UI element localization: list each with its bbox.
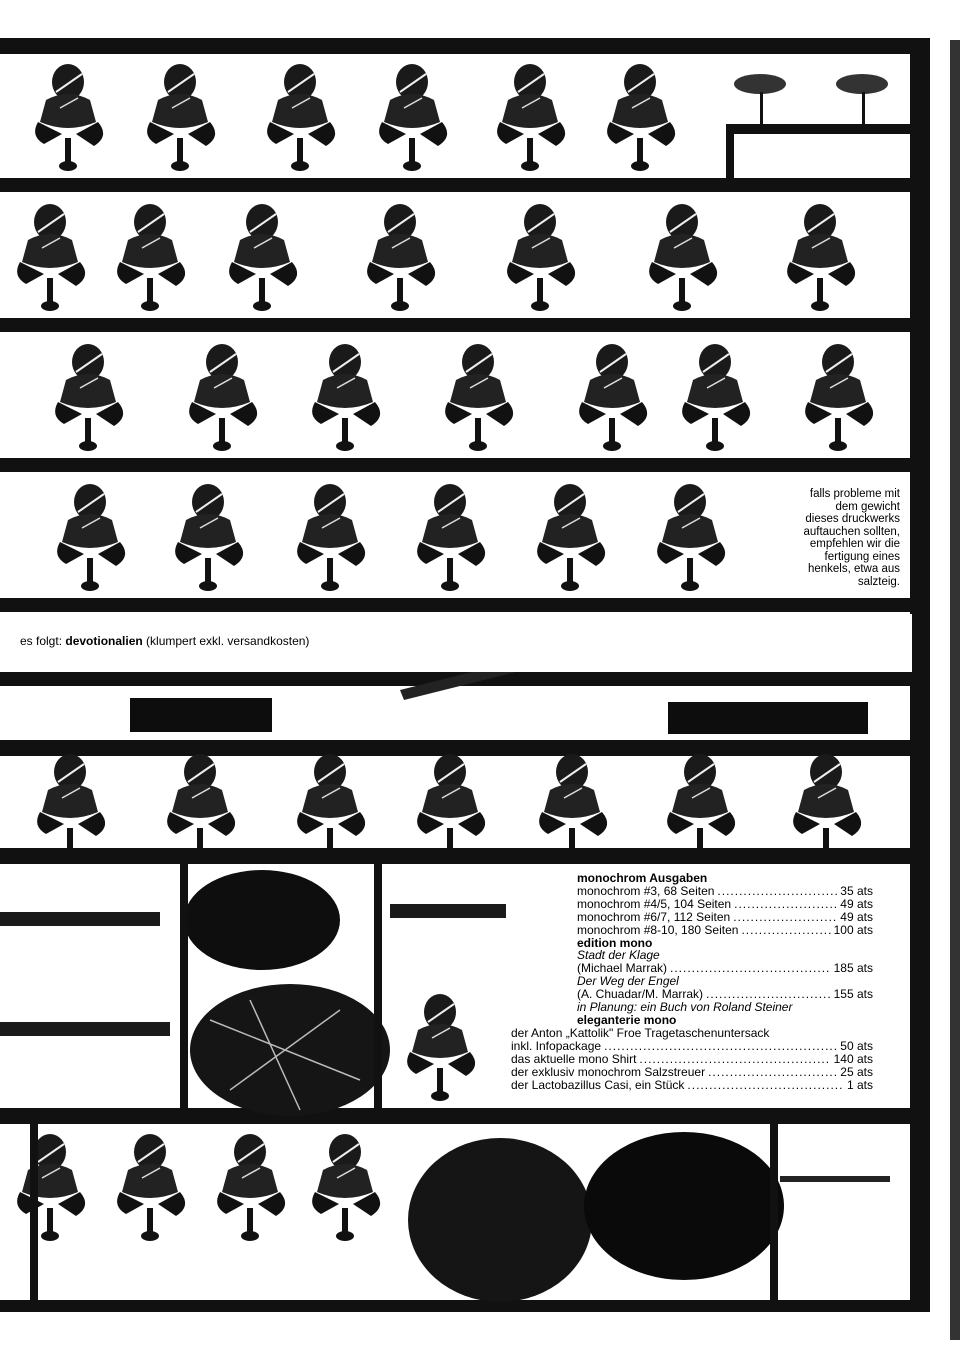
- follow-caption: [20, 634, 309, 648]
- note-line: dieses druckwerks: [805, 513, 900, 525]
- price-row: [511, 924, 873, 937]
- price-row: [511, 962, 873, 975]
- item-price: 25 ats: [840, 1064, 873, 1079]
- section-heading: eleganterie mono: [577, 1012, 677, 1027]
- price-row: [511, 1079, 873, 1092]
- price-row: [511, 1053, 873, 1066]
- note-line: fertigung eines: [824, 550, 900, 563]
- price-row: [511, 911, 873, 924]
- item-label: der Anton „Kattolik" Froe Tragetaschenuntersack: [511, 1025, 770, 1040]
- price-row: [511, 1066, 873, 1079]
- price-row: [511, 885, 873, 898]
- section-heading: monochrom Ausgaben: [577, 871, 708, 885]
- note-line: dem gewicht: [835, 500, 900, 513]
- item-price: 35 ats: [840, 883, 873, 898]
- item-price: 155 ats: [833, 987, 873, 1002]
- item-price: 100 ats: [833, 922, 873, 937]
- follow-bold: devotionalien: [65, 634, 143, 648]
- note-line: empfehlen wir die: [809, 538, 900, 550]
- book-title: Stadt der Klage: [577, 948, 660, 963]
- item-label: (A. Chuadar/M. Marrak): [577, 987, 704, 1002]
- item-price: 140 ats: [833, 1051, 873, 1066]
- note-line: henkels, etwa aus: [807, 563, 900, 575]
- item-label: monochrom #3, 68 Seiten: [577, 883, 715, 898]
- note-line: auftauchen sollten,: [803, 525, 900, 538]
- item-label: der Lactobazillus Casi, ein Stück: [511, 1077, 685, 1092]
- note-line: salzteig.: [857, 575, 900, 588]
- weight-warning-note: [770, 488, 900, 588]
- item-price: 1 ats: [846, 1077, 873, 1092]
- item-label: monochrom #8-10, 180 Seiten: [577, 922, 739, 937]
- item-price: 49 ats: [840, 896, 873, 911]
- item-price: 50 ats: [840, 1038, 873, 1053]
- item-label: inkl. Infopackage: [511, 1038, 602, 1053]
- book-title: Der Weg der Engel: [577, 974, 679, 989]
- section-heading: edition mono: [577, 935, 653, 950]
- item-price: 49 ats: [840, 909, 873, 924]
- price-row: [511, 898, 873, 911]
- price-row: [511, 1040, 873, 1053]
- item-price: 185 ats: [833, 961, 873, 976]
- price-list: [511, 872, 873, 1091]
- note-line: falls probleme mit: [809, 488, 900, 500]
- planned-note: in Planung: ein Buch von Roland Steiner: [577, 1000, 793, 1015]
- item-label: monochrom #6/7, 112 Seiten: [577, 909, 731, 924]
- follow-prefix: es folgt:: [20, 634, 66, 648]
- follow-suffix: (klumpert exkl. versandkosten): [142, 634, 310, 648]
- item-label: (Michael Marrak): [577, 961, 668, 976]
- item-label: monochrom #4/5, 104 Seiten: [577, 896, 732, 911]
- item-label: das aktuelle mono Shirt: [511, 1051, 637, 1066]
- item-label: der exklusiv monochrom Salzstreuer: [511, 1064, 706, 1079]
